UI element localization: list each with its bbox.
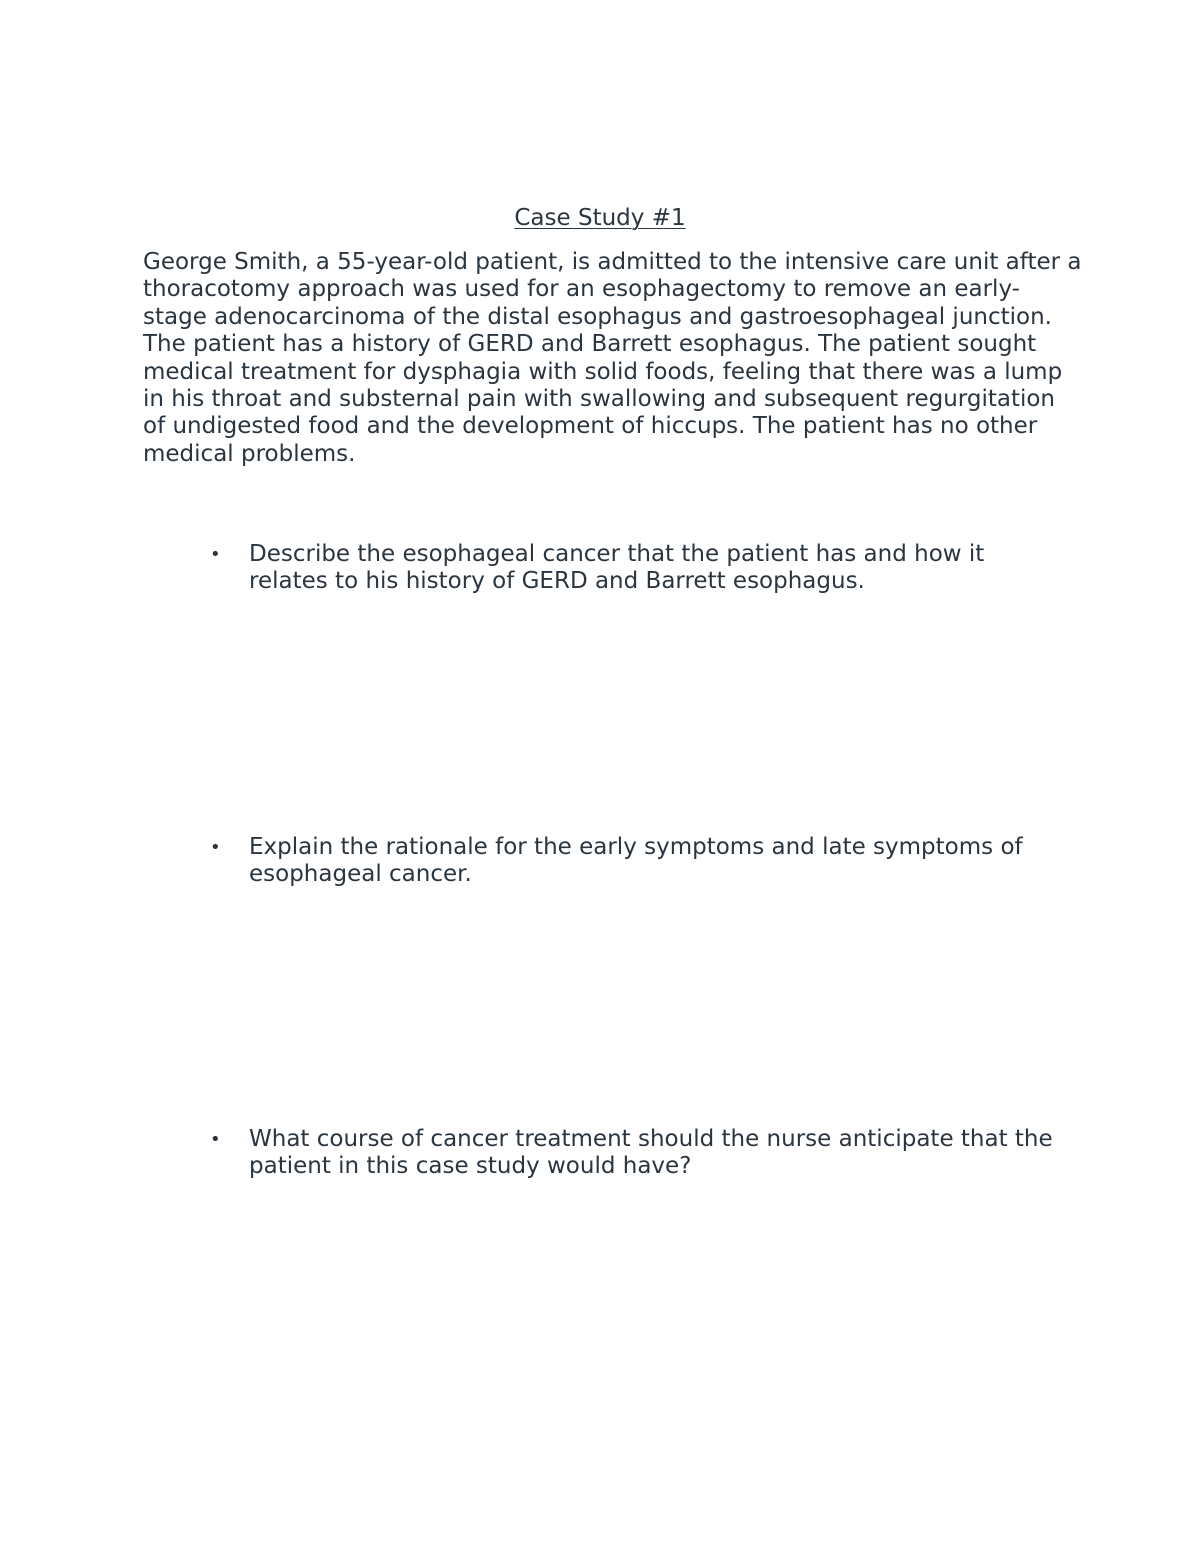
question-item-1 <box>210 541 1060 596</box>
case-description-paragraph: George Smith, a 55-year-old patient, is admitted to the intensive care unit after a thoracotomy approach was used for an esophagectomy to remove an early-stage adenocarcinoma of the distal esophagus and gastroesophageal junction. The patient has a history of GERD and Barrett esophagus. The patient sought medical treatment for dysphagia with solid foods, feeling that there was a lump in his throat and substernal pain with swallowing and subsequent regurgitation of undigested food and the development of hiccups. The patient has no other medical problems. <box>143 249 1082 467</box>
question-item-2 <box>210 834 1060 889</box>
page-title <box>0 203 1200 233</box>
page-title-text: Case Study #1 <box>514 205 686 231</box>
bullet-icon: • <box>210 837 221 858</box>
question-text-3: What course of cancer treatment should the nurse anticipate that the patient in this case study would have? <box>249 1126 1053 1180</box>
question-text-1: Describe the esophageal cancer that the patient has and how it relates to his history of GERD and Barrett esophagus. <box>249 541 985 595</box>
bullet-icon: • <box>210 544 221 565</box>
bullet-icon: • <box>210 1129 221 1150</box>
question-item-3 <box>210 1126 1060 1181</box>
question-text-2: Explain the rationale for the early symptoms and late symptoms of esophageal cancer. <box>249 834 1023 888</box>
